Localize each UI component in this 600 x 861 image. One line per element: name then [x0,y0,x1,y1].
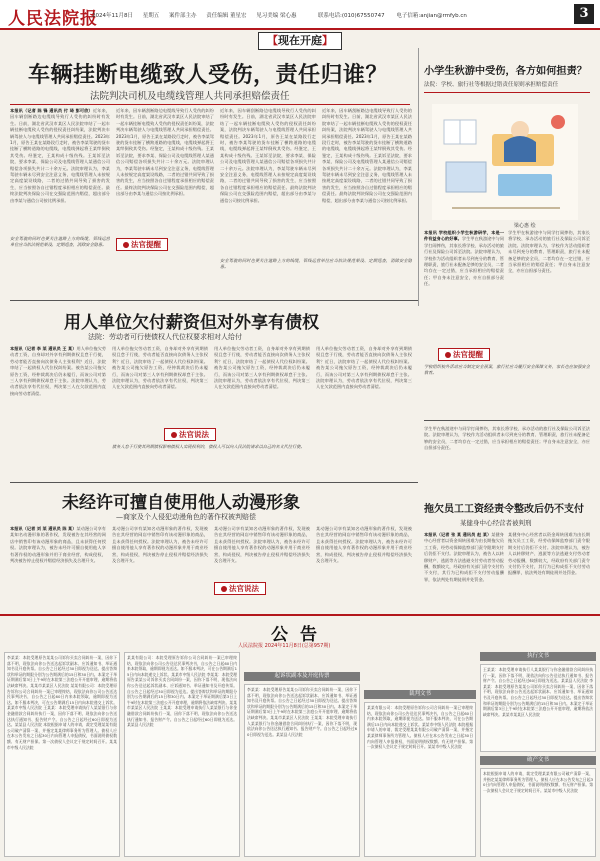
story5-body-col2: 某健身中心经营者以资金周转困难为由长期拖欠员工工资，经劳动保障监察部门责令限期支付后仍拒不支付。法院审理认为，被告人以转移财产、逃匿等方法逃避支付劳动者劳动报酬，数额较大，经政府有关部门责令支付仍不支付，其行为已构成拒不支付劳动报酬罪，依法判处有期徒刑并处罚金。 [508,532,590,576]
story2-title: 小学生秋游中受伤，各方如何担责？ [424,65,587,77]
newspaper-logo: 人民法院报 [8,9,98,29]
notice-head-1: 起诉状副本及开庭传票 [244,672,360,681]
notice-head-4: 破产文书 [480,756,596,765]
notice-head-3: 执行文书 [480,652,596,661]
story5-body-col1: 本报讯（记者 张 某 通讯员 赵 某）某健身中心经营者以资金周转困难为由长期拖欠员工工资，经劳动保障监察部门责令限期支付后仍拒不支付。法院审理认为，被告人以转移财产、逃匿等方法逃避支付劳动者劳动报酬，数额较大，经政府有关部门责令支付仍不支付，其行为已构成拒不支付劳动报酬罪，依法判处有期徒刑并处罚金。 [424,532,504,582]
story2-rule [424,92,590,93]
issue-date: 2024年11月8日 [92,13,133,19]
contact-email: 电子信箱:anjian@rmfyb.cn [396,13,467,19]
story4-body-col3: 某动漫公司享有某知名动漫形象的著作权，发现被告在其经营的网店中销售印有该动漫形象的商品，且未获得任何授权。法院审理认为，被告未经许可擅自使用他人享有著作权的动漫形象并用于商业经营，构成侵权，判决被告停止侵权并赔偿经济损失及合理开支。 [214,526,310,564]
gavel-icon [445,352,451,358]
story1-body-col3: 近年来，因车辆刮断路边电缆线导致行人受伤的纠纷时有发生。日前，湖北省武汉市某区人民法院审结了一起车辆挂断电缆致人受伤的侵权责任纠纷案，法院判决车辆驾驶人与电缆线管理人共同承担赔偿责任。2023年1月，原告王某在某路段行走时，被告李某驾驶的货车挂断了横跨道路的电缆线，电缆线弹起将王某绊倒致其受伤。经鉴定，王某构成十级伤残。王某诉至法院，要求李某、保险公司及电缆线管理人某通信公司赔偿各项损失共计二十余万元。法院审理认为，李某驾驶车辆未尽到安全注意义务，电缆线管理人未按规定高度架设线路，二者的过错共同导致了损害的发生，应当按照各自过错程度承担相应的赔偿责任。最终法院判决保险公司在交强险范围内赔偿，超出部分由李某与通信公司按比例承担。 [220,108,316,203]
story3-title: 用人单位欠付薪资但对外享有债权 [64,313,319,333]
issue-meta [92,11,305,19]
classroom-illustration [432,104,578,220]
story3-badge: 法官说法 [164,428,216,441]
section-title: 【现在开庭】 [258,32,342,50]
story3-body-col2: 用人单位拖欠劳动者工资，自身却对外享有到期债权且怠于行使，劳动者能否直接向次债务人主张权利？近日，法院审结了一起债权人代位权纠纷案。被告某公司拖欠原告工资，经仲裁裁决后仍未履行，而该公司对第三人享有到期债权却怠于主张。法院审理认为，劳动者依法享有代位权，判决第三人在欠款范围内直接向劳动者清偿。 [112,346,208,390]
story4-body-col4: 某动漫公司享有某知名动漫形象的著作权，发现被告在其经营的网店中销售印有该动漫形象的商品，且未获得任何授权。法院审理认为，被告未经许可擅自使用他人享有著作权的动漫形象并用于商业经营，构成侵权，判决被告停止侵权并赔偿经济损失及合理开支。 [316,526,412,564]
notice-column-4: 某某有限公司：本院受理原告诉你公司合同纠纷一案已审理终结，现依法向你公司公告送达民事判决书，自公告之日起60日内来本院领取，逾期即视为送达。如不服本判决，可在公告期满后15日内向本院递交上诉状。某某市中级人民法院 本院根据申请人的申请，裁定受理某某有限公司破产清算一案，并指定某某律师事务所为管理人。债权人应在本公告发布之日起30日内向管理人申报债权，书面说明债权数额、有无财产担保。第一次债权人会议定于规定时间召开。某某市中级人民法院 [364,702,476,857]
illustration-caption: 梁心惠 绘 [514,223,536,229]
gavel-icon [221,586,227,592]
story5-title: 拖欠员工工资经责令整改后仍不支付 [424,504,584,515]
notice-column-1: 李某某：本院受理原告某某公司诉你买卖合同纠纷一案，因你下落不明，现依法向你公告送达起诉状副本、应诉通知书、举证通知书及开庭传票。自公告之日起经过30日即视为送达。提出答辩状和举证的期限分别为公告期满后的15日和30日内。本案定于举证期满后第3日上午9时在本院第三法庭公开开庭审理，逾期将依法缺席判决。某某市某某区人民法院 某某有限公司：本院受理原告诉你公司合同纠纷一案已审理终结，现依法向你公司公告送达民事判决书，自公告之日起60日内来本院领取，逾期即视为送达。如不服本判决，可在公告期满后15日内向本院递交上诉状。某某市中级人民法院 王某某：本院受理申请执行人某某银行与你金融借款合同纠纷执行一案，因你下落不明，现依法向你公告送达执行通知书、报告财产令。自公告之日起经过60日即视为送达。某某县人民法院 本院根据申请人的申请，裁定受理某某有限公司破产清算一案，并指定某某律师事务所为管理人。债权人应在本公告发布之日起30日内向管理人申报债权，书面说明债权数额、有无财产担保。第一次债权人会议定于规定时间召开。某某市中级人民法院 [4,652,120,857]
story3-body-col1: 本报讯（记者 李 某 通讯员 王 某）用人单位拖欠劳动者工资，自身却对外享有到期债权且怠于行使，劳动者能否直接向次债务人主张权利？近日，法院审结了一起债权人代位权纠纷案。被告某公司拖欠原告工资，经仲裁裁决后仍未履行，而该公司对第三人享有到期债权却怠于主张。法院审理认为，劳动者依法享有代位权，判决第三人在欠款范围内直接向劳动者清偿。 [10,346,106,396]
gavel-icon [123,242,129,248]
story4-body-col2: 某动漫公司享有某知名动漫形象的著作权，发现被告在其经营的网店中销售印有该动漫形象的商品，且未获得任何授权。法院审理认为，被告未经许可擅自使用他人享有著作权的动漫形象并用于商业经营，构成侵权，判决被告停止侵权并赔偿经济损失及合理开支。 [112,526,208,564]
story2-tip: 学校组织校外活动应当制定安全预案，旅行社应当履行安全保障义务，家长也应加强安全教育。 [424,364,590,376]
page-number: 3 [574,4,594,24]
story4-top-rule [10,482,418,483]
story1-tip-box: 安全驾驶的同时也要关注道路上方的线缆，管线运营单位应当依法规范架设、定期巡查，消除安全隐患。 [220,258,412,270]
notice-head-2: 裁判文书 [364,690,476,699]
story3-top-rule [10,300,418,301]
notice-column-3: 李某某：本院受理原告某某公司诉你买卖合同纠纷一案，因你下落不明，现依法向你公告送达起诉状副本、应诉通知书、举证通知书及开庭传票。自公告之日起经过30日即视为送达。提出答辩状和举证的期限分别为公告期满后的15日和30日内。本案定于举证期满后第3日上午9时在本院第三法庭公开开庭审理，逾期将依法缺席判决。某某市某某区人民法院 王某某：本院受理申请执行人某某银行与你金融借款合同纠纷执行一案，因你下落不明，现依法向你公告送达执行通知书、报告财产令。自公告之日起经过60日即视为送达。某某县人民法院 [244,684,360,857]
story3-body-col4: 用人单位拖欠劳动者工资，自身却对外享有到期债权且怠于行使，劳动者能否直接向次债务人主张权利？近日，法院审结了一起债权人代位权纠纷案。被告某公司拖欠原告工资，经仲裁裁决后仍未履行，而该公司对第三人享有到期债权却怠于主张。法院审理认为，劳动者依法享有代位权，判决第三人在欠款范围内直接向劳动者清偿。 [316,346,412,390]
story5-top-rule [424,420,590,421]
story4-badge: 法官说法 [214,582,266,595]
story1-rule [10,104,410,105]
story3-body-col3: 用人单位拖欠劳动者工资，自身却对外享有到期债权且怠于行使，劳动者能否直接向次债务人主张权利？近日，法院审结了一起债权人代位权纠纷案。被告某公司拖欠原告工资，经仲裁裁决后仍未履行，而该公司对第三人享有到期债权却怠于主张。法院审理认为，劳动者依法享有代位权，判决第三人在欠款范围内直接向劳动者清偿。 [214,346,310,390]
story3-subtitle: 法院：劳动者可行使债权人代位权要求相对人给付 [88,333,242,341]
story2-body-col1: 本报讯 学校组织小学生秋游研学，本是一件有益身心的好事。学生甲在秋游途中与同学打闹摔伤，其家长将学校、承办活动的旅行社及保险公司诉至法院。法院审理认为，学校作为活动组织者未尽到充分的教育、管理职责，旅行社未配备足够的安全员，二者均存在一定过错，应当承担相应的赔偿责任；甲自身未注意安全，亦应自担部分责任。 [424,230,504,287]
notice-top-rule [0,614,600,616]
story1-title: 车辆挂断电缆致人受伤，责任归谁？ [28,62,389,88]
bookshelf-icon [446,162,486,192]
story1-body-col2: 近年来，因车辆刮断路边电缆线导致行人受伤的纠纷时有发生。日前，湖北省武汉市某区人民法院审结了一起车辆挂断电缆致人受伤的侵权责任纠纷案，法院判决车辆驾驶人与电缆线管理人共同承担赔偿责任。2023年1月，原告王某在某路段行走时，被告李某驾驶的货车挂断了横跨道路的电缆线，电缆线弹起将王某绊倒致其受伤。经鉴定，王某构成十级伤残。王某诉至法院，要求李某、保险公司及电缆线管理人某通信公司赔偿各项损失共计二十余万元。法院审理认为，李某驾驶车辆未尽到安全注意义务，电缆线管理人未按规定高度架设线路，二者的过错共同导致了损害的发生，应当按照各自过错程度承担相应的赔偿责任。最终法院判决保险公司在交强险范围内赔偿，超出部分由李某与通信公司按比例承担。 [116,108,214,197]
issue-weekday: 星期五 [142,13,160,19]
column-divider [418,48,419,306]
student-body-icon [504,136,536,162]
masthead [0,0,600,30]
story2-badge: 法官提醒 [438,348,490,361]
issue-editor2: 责任编辑 董星宏 [206,13,247,19]
alarm-clock-icon [551,115,565,129]
issue-editor3: 见习美编 梁心惠 [256,13,297,19]
story1-tip: 安全驾驶的同时也要关注道路上方的线缆，管线运营单位应当依法规范架设、定期巡查，消除安全隐患。 [10,236,110,248]
story1-body: 本报讯（记者 陈 锋 通讯员 付 琦 彭可欣）近年来，因车辆刮断路边电缆线导致行人受伤的纠纷时有发生。日前，湖北省武汉市某区人民法院审结了一起车辆挂断电缆致人受伤的侵权责任纠纷案，法院判决车辆驾驶人与电缆线管理人共同承担赔偿责任。2023年1月，原告王某在某路段行走时，被告李某驾驶的货车挂断了横跨道路的电缆线，电缆线弹起将王某绊倒致其受伤。经鉴定，王某构成十级伤残。王某诉至法院，要求李某、保险公司及电缆线管理人某通信公司赔偿各项损失共计二十余万元。法院审理认为，李某驾驶车辆未尽到安全注意义务，电缆线管理人未按规定高度架设线路，二者的过错共同导致了损害的发生，应当按照各自过错程度承担相应的赔偿责任。最终法院判决保险公司在交强险范围内赔偿，超出部分由李某与通信公司按比例承担。 [10,108,110,203]
story1-subtitle: 法院判决司机及电缆线管理人共同承担赔偿责任 [90,91,290,102]
story3-tip: 债务人怠于行使其到期债权影响债权人实现权利的，债权人可以向人民法院请求以自己的名义代位行使。 [112,444,305,449]
backpack-icon [498,174,552,196]
notice-column-6: 本院根据申请人的申请，裁定受理某某有限公司破产清算一案，并指定某某律师事务所为管理人。债权人应在本公告发布之日起30日内向管理人申报债权，书面说明债权数额、有无财产担保。第一次债权人会议定于规定时间召开。某某市中级人民法院 [480,768,596,857]
story2-subtitle: 法院：学校、旅行社等根据过错责任原则承担赔偿责任 [424,82,559,88]
notice-column-5: 王某某：本院受理申请执行人某某银行与你金融借款合同纠纷执行一案，因你下落不明，现依法向你公告送达执行通知书、报告财产令。自公告之日起经过60日即视为送达。某某县人民法院 李某某：本院受理原告某某公司诉你买卖合同纠纷一案，因你下落不明，现依法向你公告送达起诉状副本、应诉通知书、举证通知书及开庭传票。自公告之日起经过30日即视为送达。提出答辩状和举证的期限分别为公告期满后的15日和30日内。本案定于举证期满后第3日上午9时在本院第三法庭公开开庭审理，逾期将依法缺席判决。某某市某某区人民法院 [480,664,596,752]
contact-phone: 联系电话:(010)67550747 [318,13,385,19]
story1-body-col4: 近年来，因车辆刮断路边电缆线导致行人受伤的纠纷时有发生。日前，湖北省武汉市某区人民法院审结了一起车辆挂断电缆致人受伤的侵权责任纠纷案，法院判决车辆驾驶人与电缆线管理人共同承担赔偿责任。2023年1月，原告王某在某路段行走时，被告李某驾驶的货车挂断了横跨道路的电缆线，电缆线弹起将王某绊倒致其受伤。经鉴定，王某构成十级伤残。王某诉至法院，要求李某、保险公司及电缆线管理人某通信公司赔偿各项损失共计二十余万元。法院审理认为，李某驾驶车辆未尽到安全注意义务，电缆线管理人未按规定高度架设线路，二者的过错共同导致了损害的发生，应当按照各自过错程度承担相应的赔偿责任。最终法院判决保险公司在交强险范围内赔偿，超出部分由李某与通信公司按比例承担。 [322,108,412,203]
notice-source: 人民法院报 2024年11月8日(总第957期) [238,643,331,649]
story5-subtitle: 某健身中心经营者被判刑 [460,519,532,527]
story4-body-col1: 本报讯（记者 刘 某 通讯员 陈 某）某动漫公司享有某知名动漫形象的著作权，发现被告在其经营的网店中销售印有该动漫形象的商品，且未获得任何授权。法院审理认为，被告未经许可擅自使用他人享有著作权的动漫形象并用于商业经营，构成侵权，判决被告停止侵权并赔偿经济损失及合理开支。 [10,526,106,564]
notice-column-2: 某某有限公司：本院受理原告诉你公司合同纠纷一案已审理终结，现依法向你公司公告送达民事判决书，自公告之日起60日内来本院领取，逾期即视为送达。如不服本判决，可在公告期满后15日内向本院递交上诉状。某某市中级人民法院 李某某：本院受理原告某某公司诉你买卖合同纠纷一案，因你下落不明，现依法向你公告送达起诉状副本、应诉通知书、举证通知书及开庭传票。自公告之日起经过30日即视为送达。提出答辩状和举证的期限分别为公告期满后的15日和30日内。本案定于举证期满后第3日上午9时在本院第三法庭公开开庭审理，逾期将依法缺席判决。某某市某某区人民法院 王某某：本院受理申请执行人某某银行与你金融借款合同纠纷执行一案，因你下落不明，现依法向你公告送达执行通知书、报告财产令。自公告之日起经过60日即视为送达。某某县人民法院 [124,652,240,857]
story4-subtitle: —商家及个人侵犯动漫角色的著作权被判赔偿 [116,513,256,521]
issue-editor: 案件部主办 [169,13,197,19]
story5-intro: 学生甲在秋游途中与同学打闹摔伤，其家长将学校、承办活动的旅行社及保险公司诉至法院。法院审理认为，学校作为活动组织者未尽到充分的教育、管理职责，旅行社未配备足够的安全员，二者均存在一定过错，应当承担相应的赔偿责任；甲自身未注意安全，亦应自担部分责任。 [424,426,590,451]
notice-title: 公告 [271,625,329,645]
contact-meta [318,11,477,19]
gavel-icon [171,432,177,438]
story1-badge: 法官提醒 [116,238,168,251]
story4-title: 未经许可擅自使用他人动漫形象 [62,493,300,513]
story2-body-col2: 学生甲在秋游途中与同学打闹摔伤，其家长将学校、承办活动的旅行社及保险公司诉至法院。法院审理认为，学校作为活动组织者未尽到充分的教育、管理职责，旅行社未配备足够的安全员，二者均存在一定过错，应当承担相应的赔偿责任；甲自身未注意安全，亦应自担部分责任。 [508,230,590,274]
